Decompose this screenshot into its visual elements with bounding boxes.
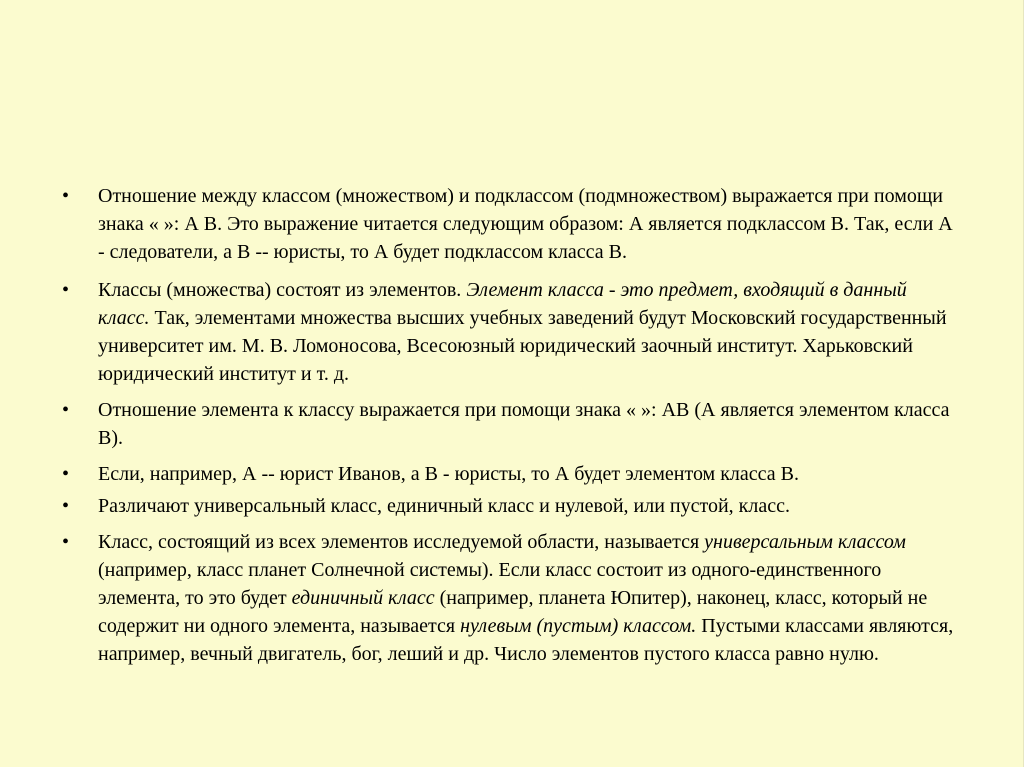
bullet-marker: •: [62, 399, 70, 421]
text-segment: Отношение элемента к классу выражается при помощи знака « »: АВ (А является элементом класса В).: [98, 399, 950, 449]
text-segment: (например, планета Юпитер), наконец, класс, который не содержит ни одного элемента, называется: [98, 587, 928, 637]
bullet-marker: •: [62, 279, 70, 301]
bullet-marker: •: [62, 463, 70, 485]
bullet-item-class-elements: [62, 276, 962, 388]
bullet-list: [62, 182, 962, 678]
italic-term-null-class: нулевым (пустым) классом.: [460, 615, 697, 637]
text-segment: Различают универсальный класс, единичный класс и нулевой, или пустой, класс.: [98, 495, 790, 517]
bullet-item-element-relation: [62, 396, 962, 452]
text-segment: (например, класс планет Солнечной системы). Если класс состоит из одного-единственного элемента, то это будет: [98, 559, 882, 609]
bullet-marker: •: [62, 531, 70, 553]
bullet-text: [98, 528, 958, 668]
bullet-text: [98, 182, 958, 266]
bullet-text: [98, 492, 958, 520]
text-segment: Классы (множества) состоят из элементов.: [98, 279, 467, 301]
bullet-marker: •: [62, 495, 70, 517]
text-segment: Класс, состоящий из всех элементов исследуемой области, называется: [98, 531, 705, 553]
bullet-text: [98, 276, 958, 388]
bullet-marker: •: [62, 185, 70, 207]
text-segment: Если, например, А -- юрист Иванов, а В - юристы, то А будет элементом класса В.: [98, 463, 800, 485]
italic-term-singular-class: единичный класс: [291, 587, 435, 609]
bullet-item-subclass-relation: [62, 182, 962, 266]
bullet-text: [98, 460, 958, 488]
text-segment: Так, элементами множества высших учебных заведений будут Московский государственный университет им. М. В. Ломоносова, Всесоюзный юридический заочный институт. Харьковский юридический институт и т. д.: [98, 307, 947, 385]
bullet-item-class-definitions: [62, 528, 962, 668]
italic-definition: Элемент класса - это предмет, входящий в данный класс.: [98, 279, 907, 329]
bullet-text: [98, 396, 958, 452]
text-segment: Пустыми классами являются, например, вечный двигатель, бог, леший и др. Число элементов пустого класса равно нулю.: [98, 615, 954, 665]
text-segment: Отношение между классом (множеством) и подклассом (подмножеством) выражается при помощи знака « »: А В. Это выражение читается следующим образом: А является подклассом В. Так, если А - следователи, а В -- юристы, то А будет подклассом класса В.: [98, 185, 953, 263]
bullet-item-class-kinds: [62, 492, 962, 520]
bullet-item-example: [62, 460, 962, 488]
italic-term-universal-class: универсальным классом: [704, 531, 906, 553]
